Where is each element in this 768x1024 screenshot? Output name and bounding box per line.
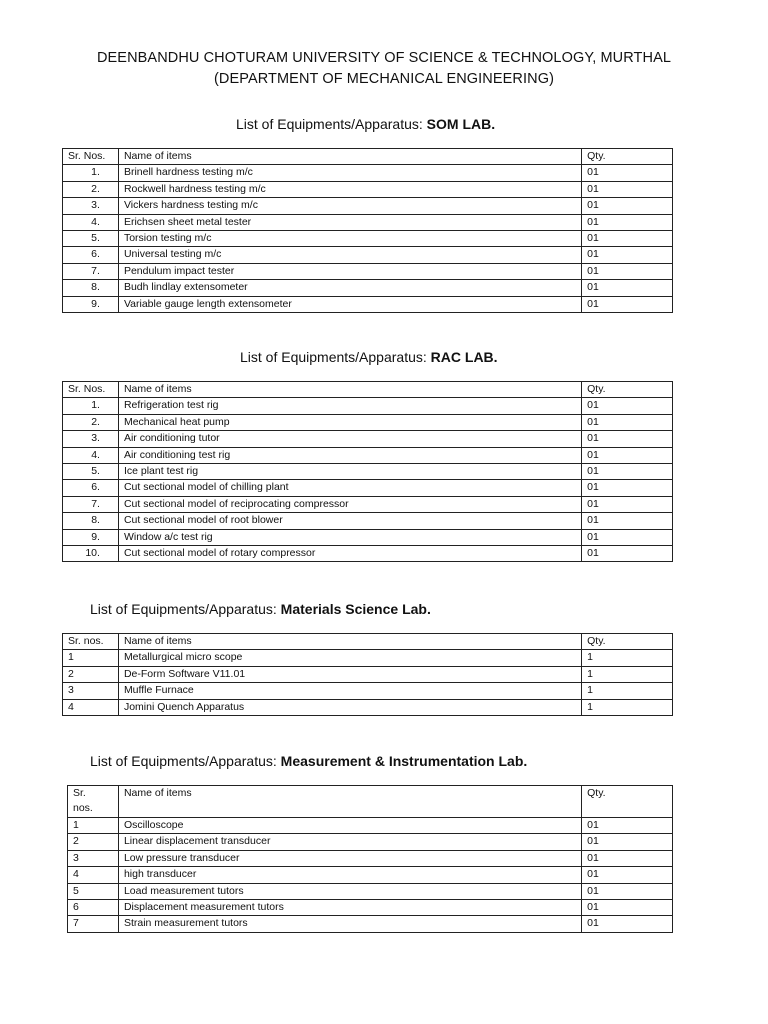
table-header-row <box>68 786 673 818</box>
cell-sr: 6. <box>63 480 119 496</box>
section-title-prefix: List of Equipments/Apparatus: <box>90 601 281 617</box>
cell-sr: 2 <box>68 834 119 850</box>
cell-name: Air conditioning test rig <box>118 447 581 463</box>
table-row <box>63 263 673 279</box>
cell-name: Muffle Furnace <box>118 683 581 699</box>
cell-qty: 01 <box>582 480 673 496</box>
cell-qty: 01 <box>582 230 673 246</box>
table-row <box>63 296 673 312</box>
table-row <box>63 214 673 230</box>
section-title-lab: Measurement & Instrumentation Lab. <box>280 753 528 769</box>
cell-sr: 9. <box>63 296 119 312</box>
header-qty: Qty. <box>582 149 673 165</box>
table-row <box>63 447 673 463</box>
table-row <box>68 883 673 899</box>
cell-qty: 01 <box>582 165 673 181</box>
cell-sr: 10. <box>63 545 119 561</box>
header-qty: Qty. <box>582 634 673 650</box>
cell-qty: 01 <box>582 263 673 279</box>
header-name: Name of items <box>118 382 581 398</box>
header-qty: Qty. <box>582 382 673 398</box>
materials-lab-table <box>62 633 673 716</box>
cell-sr: 4 <box>63 699 119 715</box>
cell-name: Low pressure transducer <box>118 850 581 866</box>
table-row <box>63 198 673 214</box>
cell-qty: 01 <box>582 496 673 512</box>
cell-qty: 1 <box>582 650 673 666</box>
measurement-lab-table <box>67 785 673 933</box>
table-row <box>63 398 673 414</box>
table-row <box>63 431 673 447</box>
cell-name: De-Form Software V11.01 <box>118 666 581 682</box>
cell-sr: 2. <box>63 414 119 430</box>
cell-name: Brinell hardness testing m/c <box>118 165 581 181</box>
table-row <box>63 529 673 545</box>
cell-sr: 5. <box>63 463 119 479</box>
rac-lab-table <box>62 381 673 562</box>
table-row <box>63 414 673 430</box>
table-row <box>63 480 673 496</box>
table-row <box>63 650 673 666</box>
cell-qty: 01 <box>582 529 673 545</box>
cell-sr: 9. <box>63 529 119 545</box>
header-qty: Qty. <box>582 786 673 818</box>
cell-sr: 1. <box>63 398 119 414</box>
table-row <box>68 867 673 883</box>
cell-qty: 01 <box>582 834 673 850</box>
cell-qty: 1 <box>582 699 673 715</box>
cell-sr: 3. <box>63 198 119 214</box>
section-title-lab: Materials Science Lab. <box>280 601 431 617</box>
cell-sr: 2. <box>63 181 119 197</box>
cell-sr: 3. <box>63 431 119 447</box>
table-row <box>63 463 673 479</box>
cell-qty: 01 <box>582 447 673 463</box>
cell-sr: 3 <box>68 850 119 866</box>
cell-name: Universal testing m/c <box>118 247 581 263</box>
cell-qty: 01 <box>582 198 673 214</box>
cell-name: Vickers hardness testing m/c <box>118 198 581 214</box>
table-row <box>63 545 673 561</box>
university-name: DEENBANDHU CHOTURAM UNIVERSITY OF SCIENCE & TECHNOLOGY, MURTHAL <box>96 50 672 66</box>
cell-name: Air conditioning tutor <box>118 431 581 447</box>
cell-name: Refrigeration test rig <box>118 398 581 414</box>
table-header-row <box>63 634 673 650</box>
table-row <box>63 666 673 682</box>
cell-sr: 4 <box>68 867 119 883</box>
cell-qty: 01 <box>582 818 673 834</box>
cell-name: Oscilloscope <box>118 818 581 834</box>
cell-qty: 01 <box>582 214 673 230</box>
table-row <box>68 899 673 915</box>
cell-name: high transducer <box>118 867 581 883</box>
cell-name: Window a/c test rig <box>118 529 581 545</box>
cell-name: Erichsen sheet metal tester <box>118 214 581 230</box>
table-row <box>63 230 673 246</box>
header-sr: Sr. Nos. <box>63 382 119 398</box>
section-title-som <box>236 116 495 132</box>
cell-name: Metallurgical micro scope <box>118 650 581 666</box>
cell-qty: 01 <box>582 181 673 197</box>
cell-sr: 8. <box>63 280 119 296</box>
table-row <box>68 834 673 850</box>
cell-name: Cut sectional model of chilling plant <box>118 480 581 496</box>
header-name: Name of items <box>118 149 581 165</box>
table-row <box>63 683 673 699</box>
cell-name: Rockwell hardness testing m/c <box>118 181 581 197</box>
table-row <box>63 181 673 197</box>
cell-name: Budh lindlay extensometer <box>118 280 581 296</box>
cell-qty: 01 <box>582 883 673 899</box>
section-title-rac <box>240 349 498 365</box>
table-header-row <box>63 382 673 398</box>
cell-qty: 01 <box>582 247 673 263</box>
header-name: Name of items <box>118 634 581 650</box>
cell-name: Torsion testing m/c <box>118 230 581 246</box>
cell-sr: 8. <box>63 513 119 529</box>
table-row <box>63 513 673 529</box>
table-row <box>68 818 673 834</box>
cell-name: Load measurement tutors <box>118 883 581 899</box>
cell-sr: 1. <box>63 165 119 181</box>
cell-sr: 1 <box>63 650 119 666</box>
cell-qty: 01 <box>582 545 673 561</box>
cell-sr: 5 <box>68 883 119 899</box>
cell-qty: 01 <box>582 463 673 479</box>
section-title-materials <box>90 601 431 617</box>
header-name: Name of items <box>118 786 581 818</box>
cell-sr: 7 <box>68 916 119 932</box>
cell-qty: 01 <box>582 513 673 529</box>
cell-qty: 01 <box>582 414 673 430</box>
cell-qty: 1 <box>582 666 673 682</box>
cell-name: Strain measurement tutors <box>118 916 581 932</box>
department-name: (DEPARTMENT OF MECHANICAL ENGINEERING) <box>213 71 555 87</box>
section-title-prefix: List of Equipments/Apparatus: <box>236 116 427 132</box>
header-sr: Sr. Nos. <box>63 149 119 165</box>
cell-sr: 1 <box>68 818 119 834</box>
header-sr: Sr. nos. <box>63 634 119 650</box>
cell-sr: 3 <box>63 683 119 699</box>
cell-qty: 1 <box>582 683 673 699</box>
section-title-prefix: List of Equipments/Apparatus: <box>90 753 281 769</box>
som-lab-table <box>62 148 673 313</box>
cell-name: Cut sectional model of rotary compressor <box>118 545 581 561</box>
cell-qty: 01 <box>582 431 673 447</box>
section-title-prefix: List of Equipments/Apparatus: <box>240 349 431 365</box>
cell-sr: 4. <box>63 214 119 230</box>
section-title-measurement <box>90 753 527 769</box>
cell-sr: 2 <box>63 666 119 682</box>
cell-qty: 01 <box>582 916 673 932</box>
cell-name: Pendulum impact tester <box>118 263 581 279</box>
cell-qty: 01 <box>582 280 673 296</box>
cell-name: Cut sectional model of root blower <box>118 513 581 529</box>
cell-qty: 01 <box>582 867 673 883</box>
section-title-lab: SOM LAB. <box>426 116 496 132</box>
table-row <box>63 496 673 512</box>
cell-name: Jomini Quench Apparatus <box>118 699 581 715</box>
cell-qty: 01 <box>582 296 673 312</box>
table-row <box>63 247 673 263</box>
cell-name: Displacement measurement tutors <box>118 899 581 915</box>
cell-sr: 4. <box>63 447 119 463</box>
cell-qty: 01 <box>582 850 673 866</box>
cell-name: Linear displacement transducer <box>118 834 581 850</box>
table-row <box>68 916 673 932</box>
cell-sr: 5. <box>63 230 119 246</box>
table-row <box>63 280 673 296</box>
section-title-lab: RAC LAB. <box>430 349 498 365</box>
cell-qty: 01 <box>582 899 673 915</box>
cell-qty: 01 <box>582 398 673 414</box>
header-sr: Sr. nos. <box>68 786 119 818</box>
cell-sr: 6 <box>68 899 119 915</box>
cell-sr: 7. <box>63 263 119 279</box>
table-header-row <box>63 149 673 165</box>
cell-name: Mechanical heat pump <box>118 414 581 430</box>
cell-sr: 7. <box>63 496 119 512</box>
cell-name: Ice plant test rig <box>118 463 581 479</box>
cell-name: Variable gauge length extensometer <box>118 296 581 312</box>
cell-name: Cut sectional model of reciprocating compressor <box>118 496 581 512</box>
cell-sr: 6. <box>63 247 119 263</box>
table-row <box>63 699 673 715</box>
table-row <box>63 165 673 181</box>
table-row <box>68 850 673 866</box>
